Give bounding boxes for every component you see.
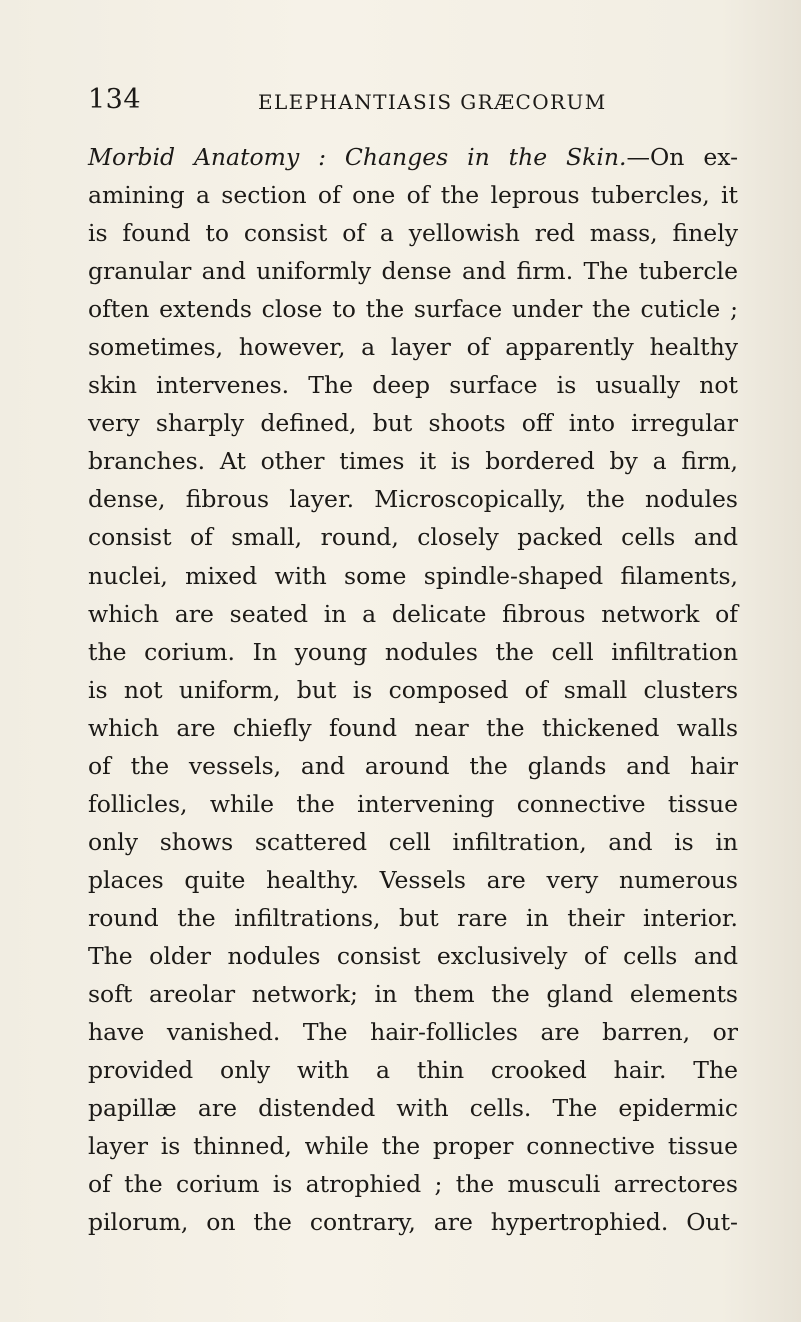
text-line: The older nodules consist exclusively of cells and: [88, 941, 738, 970]
text-line: branches. At other times it is bordered by a firm,: [88, 447, 738, 476]
text-line: places quite healthy. Vessels are very numerous: [88, 865, 738, 894]
text-line: only shows scattered cell infiltration, and is in: [88, 827, 738, 856]
text-line: which are chiefly found near the thickened walls: [88, 713, 738, 742]
text-line-1-rest: —On ex-: [626, 143, 739, 171]
text-line: very sharply defined, but shoots off into irregular: [88, 409, 738, 438]
text-line: amining a section of one of the leprous tubercles, it: [88, 181, 738, 210]
text-line: dense, fibrous layer. Microscopically, the nodules: [88, 485, 738, 514]
section-heading: Morbid Anatomy : Changes in the Skin.: [88, 143, 627, 171]
text-line: soft areolar network; in them the gland elements: [88, 980, 738, 1009]
text-line: pilorum, on the contrary, are hypertrophied. Out-: [88, 1208, 738, 1237]
text-line: nuclei, mixed with some spindle-shaped filaments,: [88, 561, 738, 590]
text-line: follicles, while the intervening connective tissue: [88, 789, 738, 818]
text-line: often extends close to the surface under the cuticle ;: [88, 295, 738, 324]
text-line: round the infiltrations, but rare in their interior.: [88, 903, 738, 932]
running-head: ELEPHANTIASIS GRÆCORUM: [258, 90, 607, 114]
text-line: which are seated in a delicate fibrous network of: [88, 599, 738, 628]
text-line: of the corium is atrophied ; the musculi arrectores: [88, 1170, 738, 1199]
page-header: [88, 84, 740, 124]
text-line: the corium. In young nodules the cell infiltration: [88, 637, 738, 666]
text-line: provided only with a thin crooked hair. The: [88, 1056, 738, 1085]
body-paragraph: [88, 138, 738, 1241]
page-number: 134: [88, 84, 142, 115]
text-line: skin intervenes. The deep surface is usually not: [88, 371, 738, 400]
text-line: have vanished. The hair-follicles are barren, or: [88, 1018, 738, 1047]
text-line: is not uniform, but is composed of small clusters: [88, 675, 738, 704]
text-line: papillæ are distended with cells. The epidermic: [88, 1094, 738, 1123]
text-line: is found to consist of a yellowish red mass, finely: [88, 219, 738, 248]
text-line: sometimes, however, a layer of apparently healthy: [88, 333, 738, 362]
text-line: consist of small, round, closely packed cells and: [88, 523, 738, 552]
text-line: layer is thinned, while the proper connective tissue: [88, 1132, 738, 1161]
text-line: granular and uniformly dense and firm. The tubercle: [88, 257, 738, 286]
text-line-1: [88, 138, 738, 176]
text-line: of the vessels, and around the glands and hair: [88, 751, 738, 780]
